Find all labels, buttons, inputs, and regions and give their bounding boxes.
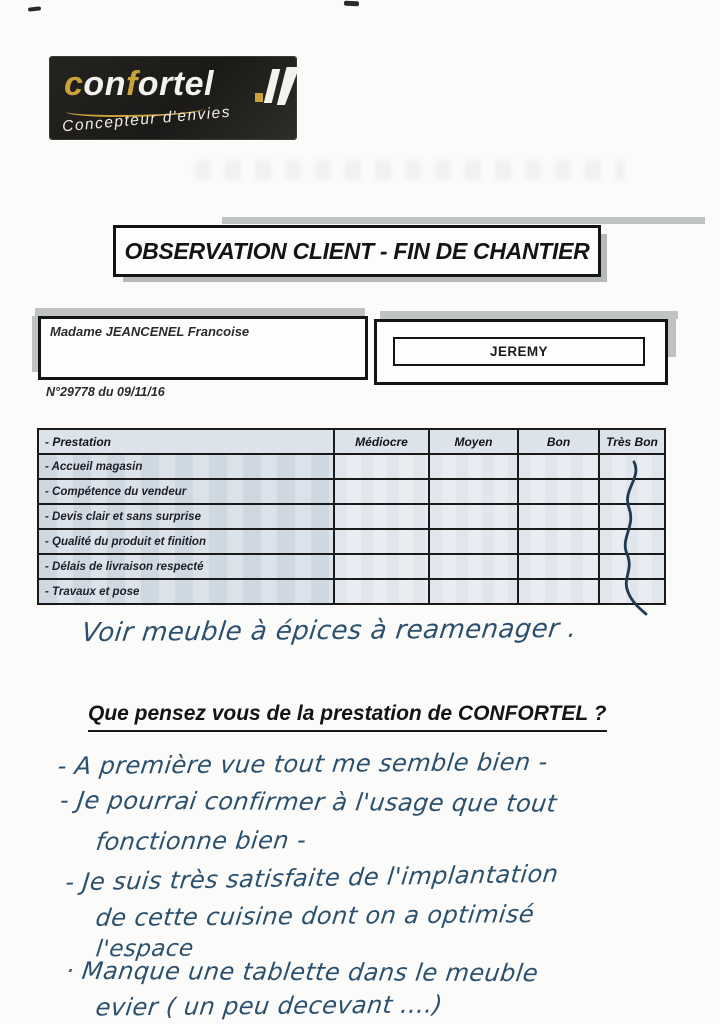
rating-cell xyxy=(518,504,599,529)
table-row xyxy=(38,529,665,554)
question-heading: Que pensez vous de la prestation de CONFORTEL ? xyxy=(88,702,607,732)
ink-bleed-ghost-text xyxy=(195,160,625,180)
advisor-box xyxy=(374,319,668,385)
rating-cell xyxy=(518,529,599,554)
scan-shadow-strip xyxy=(222,217,705,224)
rating-cell xyxy=(599,454,665,479)
logo-tagline: Concepteur d'envies xyxy=(61,103,232,136)
rating-cell xyxy=(599,479,665,504)
client-name: Madame JEANCENEL Francoise xyxy=(50,324,250,339)
rating-cell xyxy=(518,579,599,604)
header-prestation: - Prestation xyxy=(38,429,334,454)
handwritten-answer-line: fonctionne bien - xyxy=(94,826,308,856)
logo-exclamation-icon xyxy=(264,69,280,103)
rating-cell xyxy=(599,529,665,554)
rating-cell xyxy=(334,454,429,479)
rating-table xyxy=(37,428,666,605)
client-info-box xyxy=(38,316,368,380)
handwritten-answer-line: - Je pourrai confirmer à l'usage que tout xyxy=(58,786,559,818)
rating-cell xyxy=(599,554,665,579)
rating-cell xyxy=(429,479,518,504)
scan-shadow-strip xyxy=(380,311,678,319)
form-title-box xyxy=(113,225,601,277)
logo-wordmark xyxy=(64,65,214,104)
advisor-name: JEREMY xyxy=(490,344,548,359)
handwritten-answer-line: de cette cuisine dont on a optimisé xyxy=(94,900,536,932)
table-row xyxy=(38,579,665,604)
rating-cell xyxy=(334,504,429,529)
logo-gold-dot-icon xyxy=(255,93,263,102)
handwritten-table-note: Voir meuble à épices à reamenager . xyxy=(80,613,579,649)
rating-cell xyxy=(334,579,429,604)
rating-cell xyxy=(599,504,665,529)
rating-cell xyxy=(518,454,599,479)
rating-cell xyxy=(334,479,429,504)
row-label-travaux: - Travaux et pose xyxy=(38,579,334,604)
rating-cell xyxy=(518,479,599,504)
order-reference: N°29778 du 09/11/16 xyxy=(46,385,165,399)
form-title: OBSERVATION CLIENT - FIN DE CHANTIER xyxy=(124,237,590,264)
advisor-name-box xyxy=(393,337,645,366)
table-row xyxy=(38,454,665,479)
handwritten-answer-line: - Je suis très satisfaite de l'implantation xyxy=(64,859,560,897)
header-moyen: Moyen xyxy=(429,429,518,454)
rating-cell xyxy=(334,529,429,554)
header-mediocre: Médiocre xyxy=(334,429,429,454)
table-row xyxy=(38,504,665,529)
scan-artifact xyxy=(344,1,359,7)
rating-cell xyxy=(429,504,518,529)
table-row xyxy=(38,554,665,579)
header-tres-bon: Très Bon xyxy=(599,429,665,454)
table-row xyxy=(38,479,665,504)
handwritten-answer-line: - A première vue tout me semble bien - xyxy=(56,747,550,781)
scan-shadow-strip xyxy=(35,308,365,316)
rating-cell xyxy=(429,454,518,479)
rating-cell xyxy=(334,554,429,579)
scan-artifact xyxy=(28,6,41,11)
row-label-delais: - Délais de livraison respecté xyxy=(38,554,334,579)
handwritten-answer-line: l'espace xyxy=(94,935,196,963)
rating-cell xyxy=(599,579,665,604)
rating-cell xyxy=(518,554,599,579)
logo-letters-on: on xyxy=(83,65,126,103)
row-label-devis: - Devis clair et sans surprise xyxy=(38,504,334,529)
row-label-competence: - Compétence du vendeur xyxy=(38,479,334,504)
logo-letter-c: c xyxy=(64,65,84,103)
rating-cell xyxy=(429,579,518,604)
rating-table-grid xyxy=(37,428,666,605)
handwritten-answer-line: evier ( un peu decevant ....) xyxy=(94,990,445,1022)
logo-letters-ortel: ortel xyxy=(137,65,214,103)
row-label-accueil: - Accueil magasin xyxy=(38,454,334,479)
rating-cell xyxy=(429,554,518,579)
rating-cell xyxy=(429,529,518,554)
logo-letter-f: f xyxy=(125,65,138,103)
confortel-logo xyxy=(50,57,296,139)
handwritten-answer-line: · Manque une tablette dans le meuble xyxy=(64,956,540,988)
header-bon: Bon xyxy=(518,429,599,454)
table-header-row xyxy=(38,429,665,454)
row-label-qualite: - Qualité du produit et finition xyxy=(38,529,334,554)
